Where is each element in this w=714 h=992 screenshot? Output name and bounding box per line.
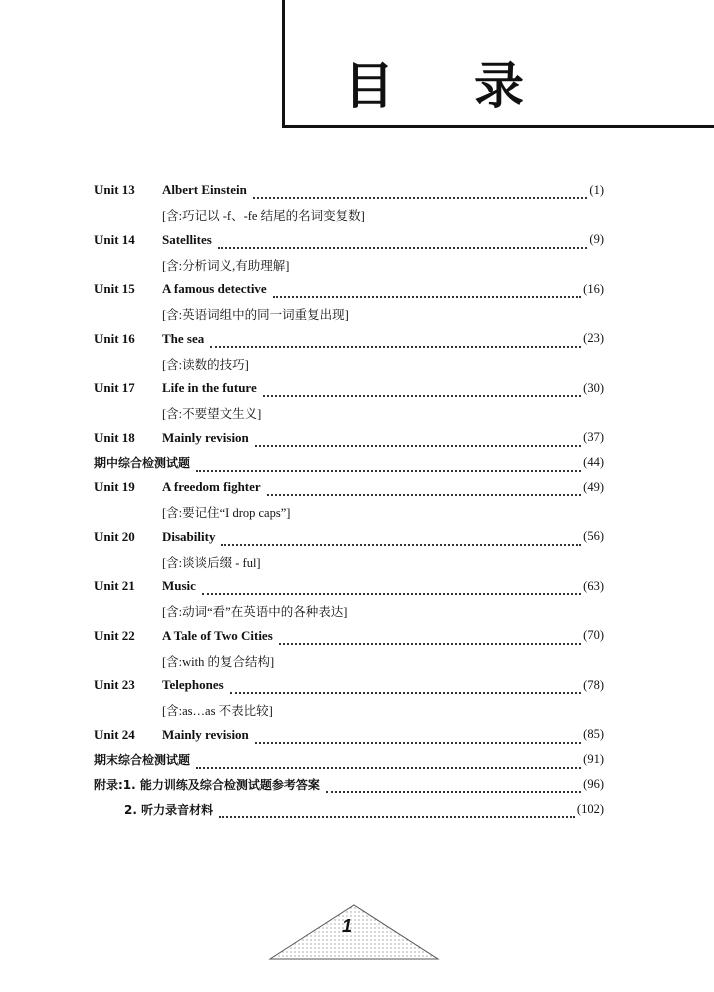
- leader-dots: [218, 233, 588, 249]
- unit-label: Unit 23: [94, 677, 135, 693]
- unit-label: Unit 16: [94, 330, 135, 346]
- leader-dots: [253, 183, 588, 199]
- toc-entry[interactable]: [94, 574, 604, 599]
- leader-dots: [267, 480, 581, 496]
- toc-entry[interactable]: [94, 723, 604, 748]
- page-ref: (85): [583, 727, 604, 742]
- leader-dots: [255, 431, 581, 447]
- entry-note: [含:分析词义,有助理解]: [162, 258, 290, 273]
- toc-entry[interactable]: [94, 475, 604, 500]
- entry-title: 附录:1. 能力训练及综合检测试题参考答案: [94, 777, 320, 792]
- entry-title: Mainly revision: [162, 726, 249, 742]
- entry-title: Telephones: [162, 677, 224, 693]
- entry-note: [含:英语词组中的同一词重复出现]: [162, 308, 349, 323]
- unit-label: Unit 13: [94, 182, 135, 198]
- unit-label: Unit 21: [94, 578, 135, 594]
- page-ref: (37): [583, 430, 604, 445]
- page-ref: (44): [583, 455, 604, 470]
- unit-label: Unit 20: [94, 528, 135, 544]
- leader-dots: [279, 629, 581, 645]
- toc-entry-midterm[interactable]: [94, 450, 604, 475]
- leader-dots: [255, 728, 581, 744]
- page-ref: (102): [576, 801, 604, 816]
- page-ref: (30): [583, 380, 604, 395]
- page-ref: (23): [583, 331, 604, 346]
- page-number: 1: [342, 916, 353, 936]
- toc-entry-appendix-1[interactable]: [94, 772, 604, 797]
- page-ref: (49): [583, 479, 604, 494]
- toc-entry[interactable]: [94, 426, 604, 451]
- leader-dots: [196, 456, 581, 472]
- page-ref: (70): [583, 628, 604, 643]
- page-ref: (16): [583, 281, 604, 296]
- page-title-left: 目: [344, 57, 394, 115]
- page-ref: (91): [583, 752, 604, 767]
- page-ref: (56): [583, 529, 604, 544]
- entry-note: [含:谈谈后缀 - ful]: [162, 555, 261, 570]
- toc-entry-appendix-2[interactable]: [94, 797, 604, 822]
- entry-title: A freedom fighter: [162, 479, 261, 495]
- leader-dots: [210, 332, 581, 348]
- entry-title: 2. 听力录音材料: [124, 802, 214, 817]
- unit-label: Unit 24: [94, 726, 135, 742]
- entry-title: 期末综合检测试题: [94, 753, 191, 768]
- entry-note: [含:不要望文生义]: [162, 407, 262, 422]
- entry-title: Music: [162, 578, 196, 594]
- toc-entry-final[interactable]: [94, 747, 604, 772]
- entry-title: Life in the future: [162, 380, 257, 396]
- unit-label: Unit 22: [94, 627, 135, 643]
- entry-note: [含:as…as 不表比较]: [162, 704, 273, 719]
- entry-note: [含:巧记以 -f、-fe 结尾的名词变复数]: [162, 209, 365, 224]
- toc-entry[interactable]: [94, 178, 604, 203]
- page-ref: (1): [589, 182, 604, 197]
- leader-dots: [221, 530, 581, 546]
- unit-label: Unit 19: [94, 479, 135, 495]
- page-ref: (78): [583, 677, 604, 692]
- entry-title: 期中综合检测试题: [94, 456, 191, 471]
- leader-dots: [202, 579, 581, 595]
- entry-title: The sea: [162, 330, 205, 346]
- page-ref: (9): [589, 232, 604, 247]
- entry-note: [含:要记住“I drop caps”]: [162, 506, 291, 521]
- unit-label: Unit 14: [94, 231, 135, 247]
- unit-label: Unit 18: [94, 429, 135, 445]
- entry-note: [含:with 的复合结构]: [162, 654, 275, 669]
- toc-entry[interactable]: [94, 673, 604, 698]
- toc-entry[interactable]: [94, 327, 604, 352]
- unit-label: Unit 15: [94, 281, 135, 297]
- entry-title: Albert Einstein: [162, 182, 247, 198]
- table-of-contents: [94, 178, 604, 822]
- page-number-triangle: [266, 903, 442, 963]
- page-ref: (63): [583, 578, 604, 593]
- leader-dots: [273, 282, 581, 298]
- toc-entry[interactable]: [94, 376, 604, 401]
- toc-entry[interactable]: [94, 624, 604, 649]
- toc-entry[interactable]: [94, 525, 604, 550]
- unit-label: Unit 17: [94, 380, 135, 396]
- entry-note: [含:读数的技巧]: [162, 357, 249, 372]
- entry-title: A Tale of Two Cities: [162, 627, 273, 643]
- entry-title: Mainly revision: [162, 429, 249, 445]
- page-ref: (96): [583, 776, 604, 791]
- entry-note: [含:动词“看”在英语中的各种表达]: [162, 605, 348, 620]
- entry-title: Satellites: [162, 231, 212, 247]
- leader-dots: [219, 802, 575, 818]
- leader-dots: [263, 381, 581, 397]
- toc-entry[interactable]: [94, 228, 604, 253]
- leader-dots: [326, 777, 581, 793]
- page-title-right: 录: [474, 57, 524, 115]
- leader-dots: [196, 753, 581, 769]
- entry-title: A famous detective: [162, 281, 267, 297]
- leader-dots: [230, 678, 582, 694]
- toc-entry[interactable]: [94, 277, 604, 302]
- entry-title: Disability: [162, 528, 216, 544]
